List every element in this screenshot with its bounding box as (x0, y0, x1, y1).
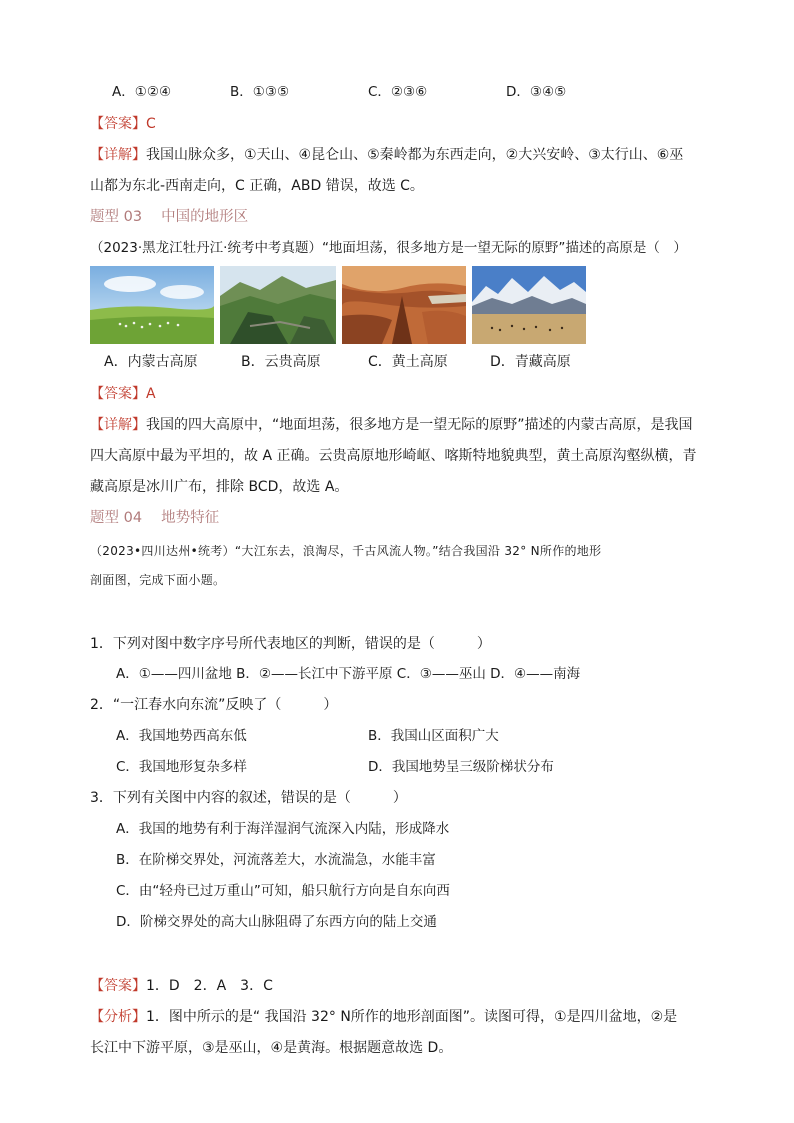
q4-analysis-line-2: 长江中下游平原，③是巫山，④是黄海。根据题意故选 D。 (90, 1040, 453, 1056)
q3-detail-line-3: 藏高原是冰川广布，排除 BCD，故选 A。 (90, 479, 349, 495)
answer-tag: 【答案】 (90, 978, 146, 994)
analysis-text: 1．图中所示的是“ 我国沿 32° N所作的地形剖面图”。读图可得，①是四川盆地，②是 (146, 1009, 678, 1025)
section-title-3: 题型 03 中国的地形区 (90, 209, 249, 225)
q3-detail-line-2: 四大高原中最为平坦的，故 A 正确。云贵高原地形崎岖、喀斯特地貌典型，黄土高原沟壑纵横，青 (90, 448, 697, 464)
photo-inner-mongolia-plateau (90, 266, 214, 344)
detail-text: 我国山脉众多，①天山、④昆仑山、⑤秦岭都为东西走向，②大兴安岭、③太行山、⑥巫 (146, 147, 684, 163)
q4-sub3: 3．下列有关图中内容的叙述，错误的是（ ） (90, 790, 407, 806)
q3-option-d: D．青藏高原 (490, 354, 571, 370)
q4-sub3-option-b: B．在阶梯交界处，河流落差大，水流湍急，水能丰富 (116, 852, 436, 868)
q4-sub2-option-b: B．我国山区面积广大 (368, 728, 499, 744)
q4-stem-line-2: 剖面图，完成下面小题。 (90, 573, 226, 587)
analysis-tag: 【分析】 (90, 1009, 146, 1025)
answer-value: C (146, 116, 156, 132)
section-title-4: 题型 04 地势特征 (90, 510, 220, 526)
q4-sub2-option-c: C．我国地形复杂多样 (116, 759, 247, 775)
photo-yungui-plateau (220, 266, 336, 344)
prev-answer-line (90, 114, 156, 134)
prev-option-b: B．①③⑤ (230, 84, 290, 100)
answer-value: 1．D 2．A 3．C (146, 978, 273, 994)
q4-answer-line (90, 976, 273, 996)
q3-option-a: A．内蒙古高原 (104, 354, 198, 370)
detail-text: 我国的四大高原中，“地面坦荡，很多地方是一望无际的原野”描述的内蒙古高原，是我国 (146, 417, 693, 433)
answer-tag: 【答案】 (90, 386, 146, 402)
q4-sub3-option-c: C．由“轻舟已过万重山”可知，船只航行方向是自东向西 (116, 883, 450, 899)
prev-option-c: C．②③⑥ (368, 84, 428, 100)
q3-stem: （2023·黑龙江牡丹江·统考中考真题）“地面坦荡，很多地方是一望无际的原野”描述的高原是（ ） (90, 240, 687, 256)
q4-stem-line-1: （2023•四川达州•统考）“大江东去，浪淘尽，千古风流人物。”结合我国沿 32° N所作的地形 (90, 544, 602, 558)
prev-detail-line-2: 山都为东北-西南走向，C 正确，ABD 错误，故选 C。 (90, 178, 424, 194)
answer-tag: 【答案】 (90, 116, 146, 132)
q4-sub2-option-a: A．我国地势西高东低 (116, 728, 247, 744)
detail-tag: 【详解】 (90, 417, 146, 433)
q4-sub2-option-d: D．我国地势呈三级阶梯状分布 (368, 759, 554, 775)
prev-option-a: A．①②④ (112, 84, 172, 100)
q4-sub1: 1．下列对图中数字序号所代表地区的判断，错误的是（ ） (90, 636, 491, 652)
q3-option-b: B．云贵高原 (241, 354, 321, 370)
q3-option-c: C．黄土高原 (368, 354, 448, 370)
answer-value: A (146, 386, 156, 402)
prev-detail-line-1 (90, 145, 683, 165)
q4-sub3-option-a: A．我国的地势有利于海洋湿润气流深入内陆，形成降水 (116, 821, 450, 837)
q3-detail-line-1 (90, 415, 693, 435)
q4-sub2: 2．“一江春水向东流”反映了（ ） (90, 697, 338, 713)
q4-sub1-options: A．①——四川盆地 B．②——长江中下游平原 C．③——巫山 D．④——南海 (116, 666, 581, 682)
q4-analysis-line-1 (90, 1007, 677, 1027)
q4-sub3-option-d: D．阶梯交界处的高大山脉阻碍了东西方向的陆上交通 (116, 914, 437, 930)
photo-loess-plateau (342, 266, 466, 344)
photo-qinghai-tibet-plateau (472, 266, 586, 344)
q3-answer-line (90, 384, 156, 404)
detail-tag: 【详解】 (90, 147, 146, 163)
prev-option-d: D．③④⑤ (506, 84, 567, 100)
